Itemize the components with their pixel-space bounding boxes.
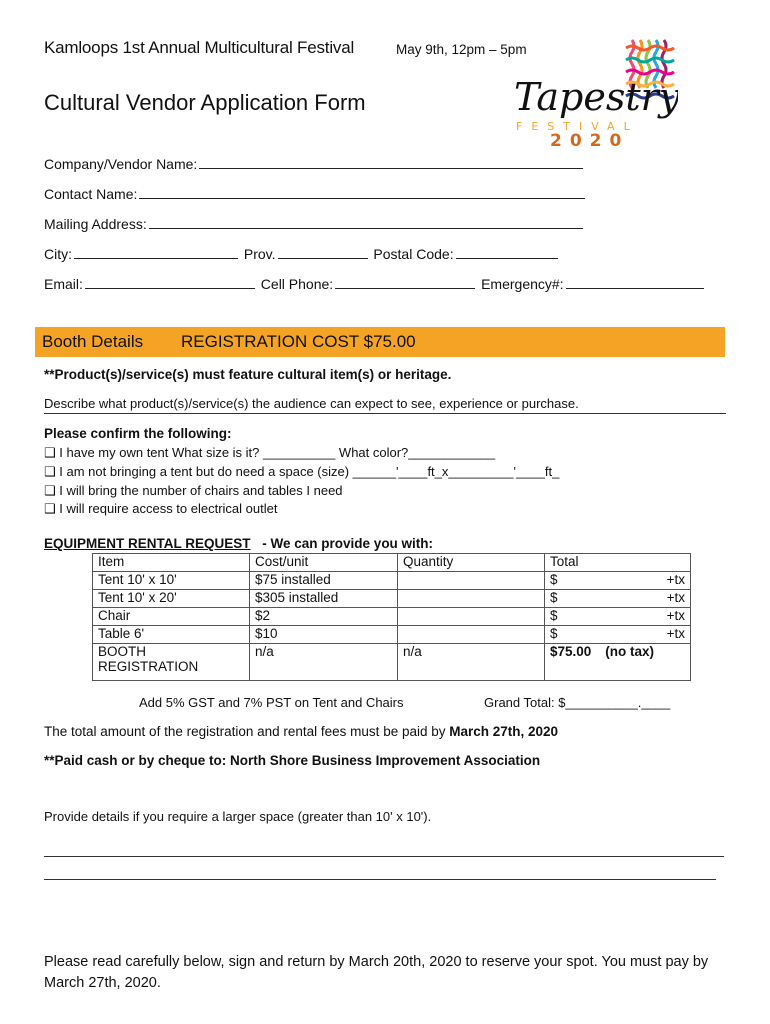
grand-total[interactable]: Grand Total: $__________.____ (484, 695, 671, 710)
table-row: Chair $2 $ +tx (93, 608, 691, 626)
details-line-2[interactable] (44, 879, 716, 880)
woven-logo-icon (510, 36, 678, 150)
event-date: May 9th, 12pm – 5pm (396, 42, 527, 57)
form-title: Cultural Vendor Application Form (44, 90, 366, 115)
logo-word: Tapestry (514, 75, 678, 119)
company-field[interactable]: Company/Vendor Name: (44, 154, 585, 172)
details-line-1[interactable] (44, 856, 724, 857)
mailing-field[interactable]: Mailing Address: (44, 214, 585, 232)
payment-due-row (44, 724, 558, 739)
cell-line[interactable] (335, 274, 475, 289)
confirm-item-space[interactable]: ❑ I am not bringing a tent but do need a space (size) ______'____ft_x_________'____ft_ (44, 464, 560, 479)
confirm-item-chairs[interactable]: ❑ I will bring the number of chairs and tables I need (44, 483, 343, 498)
booth-label: Booth Details (42, 332, 144, 351)
table-row: Tent 10' x 20' $305 installed $ +tx (93, 590, 691, 608)
col-cost: Cost/unit (250, 554, 398, 572)
quantity-cell[interactable] (398, 572, 545, 590)
email-line[interactable] (85, 274, 255, 289)
describe-text: Describe what product(s)/service(s) the audience can expect to see, experience or purchase. (44, 396, 579, 411)
postal-line[interactable] (456, 244, 558, 259)
total-cell[interactable]: $ +tx (545, 608, 691, 626)
booth-details-band (35, 327, 725, 357)
confirm-heading: Please confirm the following: (44, 426, 232, 441)
contact-line[interactable] (139, 184, 585, 199)
col-item: Item (93, 554, 250, 572)
payment-due: The total amount of the registration and rental fees must be paid by (44, 724, 446, 739)
col-total: Total (545, 554, 691, 572)
booth-note: **Product(s)/service(s) must feature cultural item(s) or heritage. (44, 367, 452, 382)
describe-line[interactable] (44, 413, 726, 414)
emergency-line[interactable] (566, 274, 704, 289)
equipment-heading-row (44, 536, 433, 551)
payment-due-date: March 27th, 2020 (449, 724, 559, 739)
table-row: Table 6' $10 $ +tx (93, 626, 691, 644)
quantity-cell[interactable] (398, 608, 545, 626)
table-row: Tent 10' x 10' $75 installed $ +tx (93, 572, 691, 590)
address-row: City: Prov. Postal Code: (44, 244, 560, 262)
tapestry-festival-logo (510, 36, 678, 150)
city-line[interactable] (74, 244, 238, 259)
table-header-row (93, 554, 691, 572)
mailing-line[interactable] (149, 214, 583, 229)
contact-field[interactable]: Contact Name: (44, 184, 587, 202)
phone-row: Email: Cell Phone: Emergency#: (44, 274, 706, 292)
larger-space-text: Provide details if you require a larger space (greater than 10' x 10'). (44, 809, 432, 824)
total-cell[interactable]: $ +tx (545, 590, 691, 608)
event-name: Kamloops 1st Annual Multicultural Festival (44, 38, 355, 57)
confirm-item-electrical[interactable]: ❑ I will require access to electrical outlet (44, 501, 278, 516)
tax-note: Add 5% GST and 7% PST on Tent and Chairs (139, 695, 404, 710)
equipment-table (92, 553, 691, 681)
equipment-subheading: - We can provide you with: (262, 536, 434, 551)
equipment-heading: EQUIPMENT RENTAL REQUEST (44, 536, 251, 551)
table-row: BOOTH REGISTRATION n/a n/a $75.00 (no tax) (93, 644, 691, 681)
company-line[interactable] (199, 154, 583, 169)
col-quantity: Quantity (398, 554, 545, 572)
logo-sub: FESTIVAL (516, 120, 639, 133)
logo-year: 2020 (550, 131, 630, 150)
quantity-cell[interactable] (398, 626, 545, 644)
total-cell[interactable]: $ +tx (545, 626, 691, 644)
total-cell[interactable]: $ +tx (545, 572, 691, 590)
prov-line[interactable] (278, 244, 368, 259)
confirm-item-tent[interactable]: ❑ I have my own tent What size is it? __________ What color?____________ (44, 445, 496, 460)
paid-to: **Paid cash or by cheque to: North Shore Business Improvement Association (44, 753, 541, 768)
quantity-cell[interactable] (398, 590, 545, 608)
registration-cost: REGISTRATION COST $75.00 (181, 332, 416, 351)
footer-note: Please read carefully below, sign and return by March 20th, 2020 to reserve your spot. You must pay by March 27th, 2020. (44, 954, 709, 991)
